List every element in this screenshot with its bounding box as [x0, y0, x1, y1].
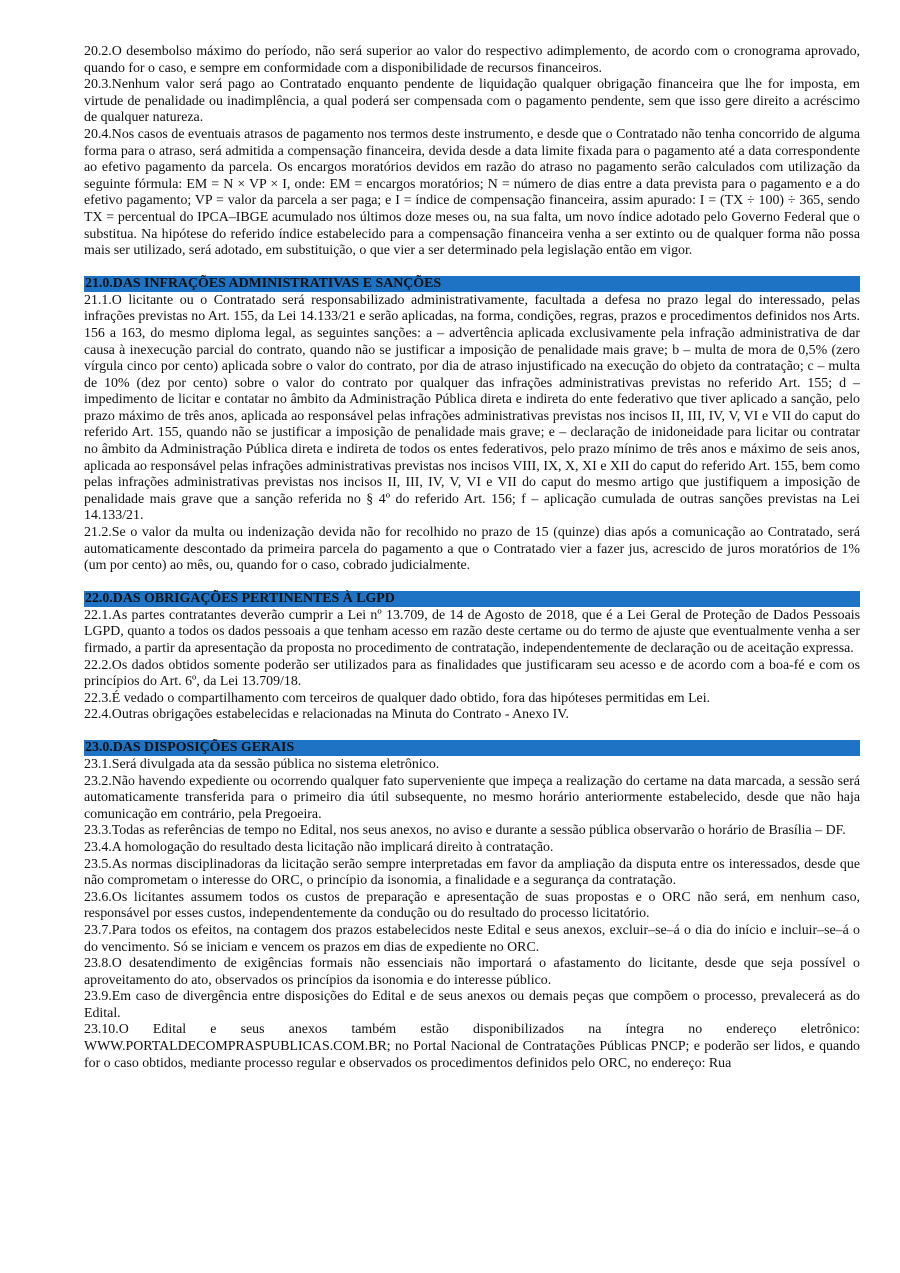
section-spacer — [84, 260, 860, 276]
clause-23-8: 23.8.O desatendimento de exigências formais não essenciais não importará o afastamento do licitante, desde que seja possível o aproveitamento do ato, observados os princípios da isonomia e do interesse público. — [84, 956, 860, 988]
section-22-heading: 22.0.DAS OBRIGAÇÕES PERTINENTES À LGPD — [84, 591, 860, 607]
clause-22-2: 22.2.Os dados obtidos somente poderão ser utilizados para as finalidades que justificaram seu acesso e de acordo com a boa-fé e com os princípios do Art. 6º, da Lei 13.709/18. — [84, 657, 860, 690]
clause-20-3: 20.3.Nenhum valor será pago ao Contratado enquanto pendente de liquidação qualquer obrigação financeira que lhe for imposta, em virtude de penalidade ou inadimplência, a qual poderá ser compensada com o pagamento pendente, sem que isso gere direito a acréscimo de qualquer natureza. — [84, 77, 860, 126]
clause-23-9: 23.9.Em caso de divergência entre disposições do Edital e de seus anexos ou demais peças que compõem o processo, prevalecerá as do Edital. — [84, 989, 860, 1021]
section-spacer — [84, 575, 860, 591]
clause-22-3: 22.3.É vedado o compartilhamento com terceiros de qualquer dado obtido, fora das hipóteses permitidas em Lei. — [84, 690, 711, 706]
clause-23-3: 23.3.Todas as referências de tempo no Edital, nos seus anexos, no aviso e durante a sessão pública observarão o horário de Brasília – DF. — [84, 823, 846, 839]
clause-22-1: 22.1.As partes contratantes deverão cumprir a Lei nº 13.709, de 14 de Agosto de 2018, que é a Lei Geral de Proteção de Dados Pessoais LGPD, quanto a todos os dados pessoais a que tenham acesso em razão deste certame ou do termo de ajuste que eventualmente venha a ser firmado, a partir da apresentação da proposta no procedimento de contratação, independentemente de declaração ou de aceitação expressa. — [84, 607, 860, 656]
clause-23-6: 23.6.Os licitantes assumem todos os custos de preparação e apresentação de suas propostas e o ORC não será, em nenhum caso, responsável por esses custos, independentemente da condução ou do resultado do processo licitatório. — [84, 889, 860, 922]
clause-20-2: 20.2.O desembolso máximo do período, não será superior ao valor do respectivo adimplemento, de acordo com o cronograma aprovado, quando for o caso, e sempre em conformidade com a disponibilidade de recursos financeiros. — [84, 44, 860, 76]
section-23-heading: 23.0.DAS DISPOSIÇÕES GERAIS — [84, 740, 860, 756]
clause-23-4: 23.4.A homologação do resultado desta licitação não implicará direito à contratação. — [84, 839, 554, 855]
clause-23-5: 23.5.As normas disciplinadoras da licitação serão sempre interpretadas em favor da ampliação da disputa entre os interessados, desde que não comprometam o interesse do ORC, o princípio da isonomia, a finalidade e a segurança da contratação. — [84, 856, 860, 889]
clause-23-2: 23.2.Não havendo expediente ou ocorrendo qualquer fato superveniente que impeça a realização do certame na data marcada, a sessão será automaticamente transferida para o primeiro dia útil subsequente, no mesmo horário anteriormente estabelecido, desde que não haja comunicação em contrário, pela Pregoeira. — [84, 773, 860, 822]
clause-20-4: 20.4.Nos casos de eventuais atrasos de pagamento nos termos deste instrumento, e desde que o Contratado não tenha concorrido de alguma forma para o atraso, será admitida a compensação financeira, devida desde a data limite fixada para o pagamento até a data correspondente ao efetivo pagamento da parcela. Os encargos moratórios devidos em razão do atraso no pagamento serão calculados com utilização da seguinte fórmula: EM = N × VP × I, onde: EM = encargos moratórios; N = número de dias entre a data prevista para o pagamento e a do efetivo pagamento; VP = valor da parcela a ser paga; e I = índice de compensação financeira, assim apurado: I = (TX ÷ 100) ÷ 365, sendo TX = percentual do IPCA–IBGE acumulado nos últimos doze meses ou, na sua falta, um novo índice adotado pelo Governo Federal que o substitua. Na hipótese do referido índice estabelecido para a compensação financeira venha a ser extinto ou de qualquer forma não possa mais ser utilizado, será adotado, em substituição, o que vier a ser determinado pela legislação então em vigor. — [84, 126, 860, 259]
clause-23-10: 23.10.O Edital e seus anexos também estão disponibilizados na íntegra no endereço eletrônico: WWW.PORTALDECOMPRASPUBLICAS.COM.BR; no Portal Nacional de Contratações Públicas PNCP; e poderão ser lidos, e quando for o caso obtidos, mediante processo regular e observados os procedimentos definidos pelo ORC, no endereço: Rua — [84, 1022, 860, 1071]
section-21-heading: 21.0.DAS INFRAÇÕES ADMINISTRATIVAS E SANÇÕES — [84, 276, 860, 292]
clause-21-2: 21.2.Se o valor da multa ou indenização devida não for recolhido no prazo de 15 (quinze) dias após a comunicação ao Contratado, será automaticamente descontado da primeira parcela do pagamento a que o Contratado vier a fazer jus, acrescido de juros moratórios de 1% (um por cento) ao mês, ou, quando for o caso, cobrado judicialmente. — [84, 525, 860, 574]
section-spacer — [84, 724, 860, 740]
clause-23-7: 23.7.Para todos os efeitos, na contagem dos prazos estabelecidos neste Edital e seus anexos, excluir–se–á o dia do início e incluir–se–á o do vencimento. Só se iniciam e vencem os prazos em dias de expediente no ORC. — [84, 922, 860, 955]
clause-23-1: 23.1.Será divulgada ata da sessão pública no sistema eletrônico. — [84, 756, 440, 772]
document-page — [84, 44, 860, 1072]
clause-21-1: 21.1.O licitante ou o Contratado será responsabilizado administrativamente, facultada a defesa no prazo legal do interessado, pelas infrações previstas no Art. 155, da Lei 14.133/21 e serão aplicadas, na forma, condições, regras, prazos e procedimentos definidos nos Arts. 156 a 163, do mesmo diploma legal, as seguintes sanções: a – advertência aplicada exclusivamente pela infração administrativa de dar causa à inexecução parcial do contrato, quando não se justificar a imposição de penalidade mais grave; b – multa de mora de 0,5% (zero vírgula cinco por cento) aplicada sobre o valor do contrato, por dia de atraso injustificado na execução do objeto da contratação; c – multa de 10% (dez por cento) sobre o valor do contrato por qualquer das infrações administrativas previstas no referido Art. 155; d – impedimento de licitar e contatar no âmbito da Administração Pública direta e indireta do ente federativo que tiver aplicado a sanção, pelo prazo máximo de três anos, aplicada ao responsável pelas infrações administrativas previstas nos incisos II, III, IV, V, VI e VII do caput do referido Art. 155, quando não se justificar a imposição de penalidade mais grave; e – declaração de inidoneidade para licitar ou contratar no âmbito da Administração Pública direta e indireta de todos os entes federativos, pelo prazo mínimo de três anos e máximo de seis anos, aplicada ao responsável pelas infrações administrativas previstas nos incisos VIII, IX, X, XI e XII do caput do referido Art. 155, bem como pelas infrações administrativas previstas nos incisos II, III, IV, V, VI e VII do caput do mesmo artigo que justifiquem a imposição de penalidade mais grave que a sanção referida no § 4º do referido Art. 156; f – aplicação cumulada de outras sanções previstas na Lei 14.133/21. — [84, 292, 860, 524]
clause-22-4: 22.4.Outras obrigações estabelecidas e relacionadas na Minuta do Contrato - Anexo IV. — [84, 707, 569, 723]
